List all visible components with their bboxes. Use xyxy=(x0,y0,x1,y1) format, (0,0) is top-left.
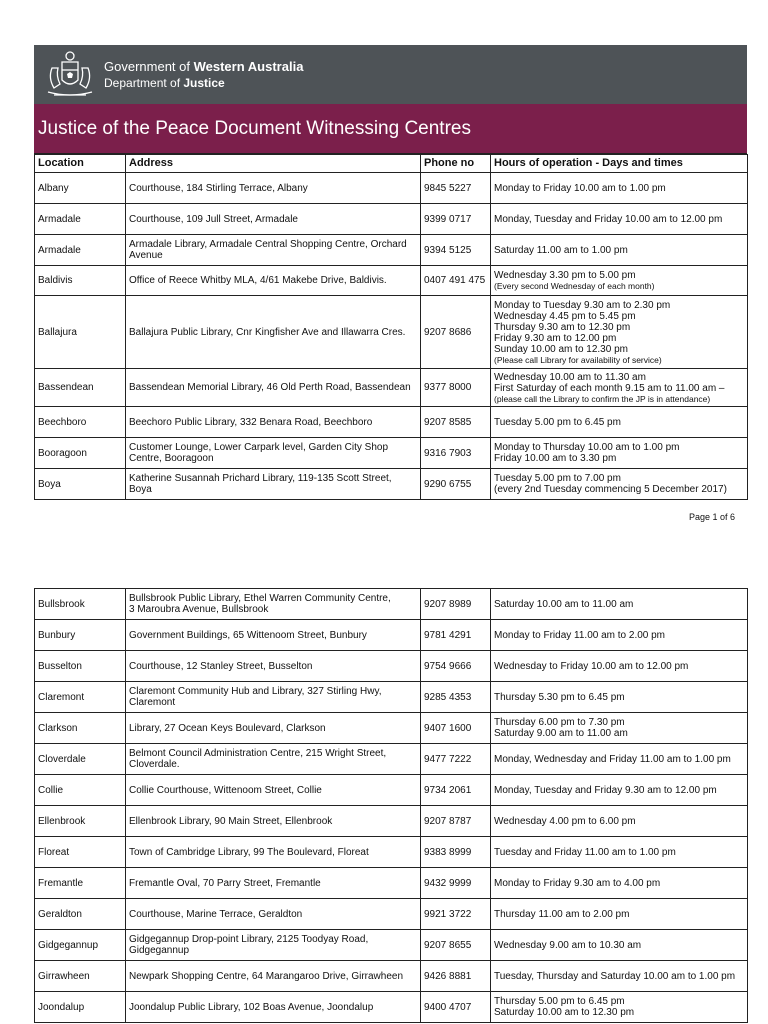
hours-line: Wednesday to Friday 10.00 am to 12.00 pm xyxy=(494,660,689,672)
hours-line: First Saturday of each month 9.15 am to 11.00 am – xyxy=(494,382,725,394)
hours-note: (Every second Wednesday of each month) xyxy=(494,281,655,291)
address-line: Newpark Shopping Centre, 64 Marangaroo Drive, Girrawheen xyxy=(129,970,404,982)
location-cell: Claremont xyxy=(35,682,126,713)
location-cell: Floreat xyxy=(35,837,126,868)
address-line: Joondalup Public Library, 102 Boas Avenue, Joondalup xyxy=(129,1001,374,1013)
location-cell: Geraldton xyxy=(35,899,126,930)
address-cell xyxy=(126,204,421,235)
table-row xyxy=(35,806,748,837)
phone-cell: 9290 6755 xyxy=(421,469,491,500)
phone-cell: 9781 4291 xyxy=(421,620,491,651)
phone-cell: 9285 4353 xyxy=(421,682,491,713)
centres-table-continued xyxy=(34,588,748,1023)
table-row xyxy=(35,992,748,1023)
address-line: Avenue xyxy=(129,250,163,261)
hours-line: Monday, Tuesday and Friday 9.30 am to 12.00 pm xyxy=(494,784,717,796)
hours-cell xyxy=(491,235,748,266)
government-header xyxy=(34,45,747,104)
table-row xyxy=(35,930,748,961)
address-line: 3 Maroubra Avenue, Bullsbrook xyxy=(129,604,269,615)
location-cell: Baldivis xyxy=(35,266,126,296)
hours-cell xyxy=(491,173,748,204)
table-row xyxy=(35,369,748,407)
table-row xyxy=(35,837,748,868)
address-line: Library, 27 Ocean Keys Boulevard, Clarkson xyxy=(129,722,326,734)
address-cell xyxy=(126,744,421,775)
address-line: Collie Courthouse, Wittenoom Street, Collie xyxy=(129,784,322,796)
hours-line: Sunday 10.00 am to 12.30 pm xyxy=(494,343,628,355)
table-body-page-2 xyxy=(35,589,748,1023)
hours-line: Wednesday 3.30 pm to 5.00 pm xyxy=(494,270,636,281)
address-line: Ballajura Public Library, Cnr Kingfisher Ave and Illawarra Cres. xyxy=(129,326,406,338)
page-title: Justice of the Peace Document Witnessing Centres xyxy=(34,104,747,154)
phone-cell: 9400 4707 xyxy=(421,992,491,1023)
hours-line: (every 2nd Tuesday commencing 5 December 2017) xyxy=(494,484,727,495)
address-line: Gidgegannup Drop-point Library, 2125 Toodyay Road, xyxy=(129,934,369,945)
hours-line: Tuesday, Thursday and Saturday 10.00 am to 1.00 pm xyxy=(494,970,736,982)
location-cell: Cloverdale xyxy=(35,744,126,775)
table-row xyxy=(35,296,748,369)
address-line: Customer Lounge, Lower Carpark level, Garden City Shop xyxy=(129,442,389,453)
centres-table xyxy=(34,154,748,500)
table-row xyxy=(35,744,748,775)
hours-cell xyxy=(491,713,748,744)
location-cell: Joondalup xyxy=(35,992,126,1023)
hours-cell xyxy=(491,682,748,713)
table-row xyxy=(35,775,748,806)
table-row xyxy=(35,266,748,296)
hours-cell xyxy=(491,775,748,806)
hours-cell xyxy=(491,438,748,469)
hours-line: Friday 9.30 am to 12.00 pm xyxy=(494,332,617,344)
address-cell xyxy=(126,806,421,837)
address-line: Katherine Susannah Prichard Library, 119-135 Scott Street, xyxy=(129,473,392,484)
location-cell: Armadale xyxy=(35,235,126,266)
location-cell: Busselton xyxy=(35,651,126,682)
table-row xyxy=(35,868,748,899)
phone-cell: 9207 8585 xyxy=(421,407,491,438)
hours-cell xyxy=(491,651,748,682)
hours-cell xyxy=(491,837,748,868)
address-line: Centre, Booragoon xyxy=(129,453,214,464)
table-row xyxy=(35,469,748,500)
address-line: Courthouse, 109 Jull Street, Armadale xyxy=(129,213,298,225)
government-name: Government of Western Australia xyxy=(104,58,304,74)
phone-cell: 9377 8000 xyxy=(421,369,491,407)
hours-note: (please call the Library to confirm the JP is in attendance) xyxy=(494,393,711,404)
phone-cell: 9407 1600 xyxy=(421,713,491,744)
hours-line: Thursday 11.00 am to 2.00 pm xyxy=(494,908,630,920)
hours-note: (Please call Library for availability of service) xyxy=(494,354,662,365)
location-cell: Girrawheen xyxy=(35,961,126,992)
hours-line: Friday 10.00 am to 3.30 pm xyxy=(494,453,617,464)
page-number: Page 1 of 6 xyxy=(688,512,735,522)
table-row xyxy=(35,204,748,235)
hours-line: Monday to Friday 10.00 am to 1.00 pm xyxy=(494,182,666,194)
address-cell xyxy=(126,620,421,651)
phone-cell: 9432 9999 xyxy=(421,868,491,899)
location-cell: Ballajura xyxy=(35,296,126,369)
hours-cell xyxy=(491,961,748,992)
phone-cell: 9845 5227 xyxy=(421,173,491,204)
address-line: Courthouse, 12 Stanley Street, Busselton xyxy=(129,660,313,672)
hours-line: Thursday 9.30 am to 12.30 pm xyxy=(494,321,631,333)
hours-line: Saturday 9.00 am to 11.00 am xyxy=(494,728,628,739)
address-cell xyxy=(126,899,421,930)
hours-cell xyxy=(491,369,748,407)
address-line: Armadale Library, Armadale Central Shopping Centre, Orchard xyxy=(129,239,407,250)
table-row xyxy=(35,961,748,992)
phone-cell: 9316 7903 xyxy=(421,438,491,469)
address-cell xyxy=(126,296,421,369)
address-cell xyxy=(126,589,421,620)
phone-cell: 9207 8787 xyxy=(421,806,491,837)
address-line: Cloverdale. xyxy=(129,759,180,770)
table-row xyxy=(35,899,748,930)
address-line: Fremantle Oval, 70 Parry Street, Fremantle xyxy=(129,877,321,889)
address-cell xyxy=(126,369,421,407)
address-line: Ellenbrook Library, 90 Main Street, Ellenbrook xyxy=(129,815,333,827)
phone-cell: 9399 0717 xyxy=(421,204,491,235)
address-line: Claremont Community Hub and Library, 327 Stirling Hwy, xyxy=(129,686,382,697)
location-cell: Fremantle xyxy=(35,868,126,899)
hours-cell xyxy=(491,204,748,235)
address-line: Office of Reece Whitby MLA, 4/61 Makebe Drive, Baldivis. xyxy=(129,275,387,286)
address-cell xyxy=(126,992,421,1023)
table-row xyxy=(35,682,748,713)
phone-cell: 9207 8686 xyxy=(421,296,491,369)
address-cell xyxy=(126,837,421,868)
hours-cell xyxy=(491,806,748,837)
location-cell: Collie xyxy=(35,775,126,806)
table-row xyxy=(35,620,748,651)
address-cell xyxy=(126,438,421,469)
hours-cell xyxy=(491,899,748,930)
table-row xyxy=(35,235,748,266)
location-cell: Armadale xyxy=(35,204,126,235)
hours-line: Monday, Wednesday and Friday 11.00 am to 1.00 pm xyxy=(494,753,731,765)
column-header-address: Address xyxy=(126,155,421,173)
phone-cell: 9207 8989 xyxy=(421,589,491,620)
hours-line: Saturday 10.00 am to 11.00 am xyxy=(494,598,634,610)
document-page-1 xyxy=(34,45,747,500)
address-cell xyxy=(126,235,421,266)
hours-line: Wednesday 4.00 pm to 6.00 pm xyxy=(494,815,636,827)
hours-line: Wednesday 10.00 am to 11.30 am xyxy=(494,371,646,383)
hours-line: Monday, Tuesday and Friday 10.00 am to 12.00 pm xyxy=(494,213,723,225)
address-cell xyxy=(126,868,421,899)
address-line: Courthouse, Marine Terrace, Geraldton xyxy=(129,908,303,920)
location-cell: Bullsbrook xyxy=(35,589,126,620)
location-cell: Booragoon xyxy=(35,438,126,469)
address-line: Claremont xyxy=(129,697,176,708)
hours-line: Saturday 11.00 am to 1.00 pm xyxy=(494,244,628,256)
location-cell: Ellenbrook xyxy=(35,806,126,837)
address-line: Gidgegannup xyxy=(129,945,190,956)
hours-cell xyxy=(491,589,748,620)
location-cell: Bassendean xyxy=(35,369,126,407)
location-cell: Albany xyxy=(35,173,126,204)
hours-cell xyxy=(491,296,748,369)
location-cell: Beechboro xyxy=(35,407,126,438)
phone-cell: 0407 491 475 xyxy=(421,266,491,296)
hours-line: Tuesday and Friday 11.00 am to 1.00 pm xyxy=(494,846,676,858)
hours-line: Monday to Tuesday 9.30 am to 2.30 pm xyxy=(494,299,671,311)
address-cell xyxy=(126,775,421,806)
phone-cell: 9383 8999 xyxy=(421,837,491,868)
address-line: Bassendean Memorial Library, 46 Old Perth Road, Bassendean xyxy=(129,382,411,393)
address-line: Bullsbrook Public Library, Ethel Warren Community Centre, xyxy=(129,593,391,604)
table-row xyxy=(35,438,748,469)
hours-cell xyxy=(491,744,748,775)
hours-line: Tuesday 5.00 pm to 6.45 pm xyxy=(494,416,621,428)
table-row xyxy=(35,173,748,204)
column-header-phone: Phone no xyxy=(421,155,491,173)
table-body-page-1 xyxy=(35,173,748,500)
address-line: Government Buildings, 65 Wittenoom Street, Bunbury xyxy=(129,629,367,641)
location-cell: Boya xyxy=(35,469,126,500)
hours-line: Monday to Thursday 10.00 am to 1.00 pm xyxy=(494,442,680,453)
address-cell xyxy=(126,682,421,713)
address-line: Boya xyxy=(129,484,152,495)
hours-line: Thursday 6.00 pm to 7.30 pm xyxy=(494,717,625,728)
address-cell xyxy=(126,713,421,744)
coat-of-arms-icon xyxy=(40,48,100,102)
document-page-2 xyxy=(34,588,747,1023)
address-line: Courthouse, 184 Stirling Terrace, Albany xyxy=(129,182,308,194)
table-row xyxy=(35,407,748,438)
hours-cell xyxy=(491,992,748,1023)
hours-line: Thursday 5.00 pm to 6.45 pm xyxy=(494,996,625,1007)
address-cell xyxy=(126,407,421,438)
phone-cell: 9207 8655 xyxy=(421,930,491,961)
phone-cell: 9921 3722 xyxy=(421,899,491,930)
hours-line: Saturday 10.00 am to 12.30 pm xyxy=(494,1007,635,1018)
phone-cell: 9426 8881 xyxy=(421,961,491,992)
address-cell xyxy=(126,469,421,500)
location-cell: Gidgegannup xyxy=(35,930,126,961)
hours-line: Wednesday 9.00 am to 10.30 am xyxy=(494,939,642,951)
address-cell xyxy=(126,651,421,682)
hours-line: Monday to Friday 9.30 am to 4.00 pm xyxy=(494,877,661,889)
hours-cell xyxy=(491,868,748,899)
hours-cell xyxy=(491,266,748,296)
hours-cell xyxy=(491,407,748,438)
column-header-location: Location xyxy=(35,155,126,173)
table-row xyxy=(35,713,748,744)
hours-line: Thursday 5.30 pm to 6.45 pm xyxy=(494,691,625,703)
column-header-hours: Hours of operation - Days and times xyxy=(491,155,748,173)
table-header-row xyxy=(35,155,748,173)
table-row xyxy=(35,651,748,682)
phone-cell: 9734 2061 xyxy=(421,775,491,806)
hours-cell xyxy=(491,620,748,651)
address-cell xyxy=(126,173,421,204)
hours-line: Tuesday 5.00 pm to 7.00 pm xyxy=(494,473,621,484)
address-cell xyxy=(126,930,421,961)
phone-cell: 9477 7222 xyxy=(421,744,491,775)
phone-cell: 9754 9666 xyxy=(421,651,491,682)
table-row xyxy=(35,589,748,620)
hours-line: Wednesday 4.45 pm to 5.45 pm xyxy=(494,310,636,322)
hours-cell xyxy=(491,469,748,500)
address-line: Beechoro Public Library, 332 Benara Road, Beechboro xyxy=(129,416,373,428)
phone-cell: 9394 5125 xyxy=(421,235,491,266)
address-cell xyxy=(126,961,421,992)
address-line: Belmont Council Administration Centre, 215 Wright Street, xyxy=(129,748,387,759)
hours-cell xyxy=(491,930,748,961)
address-cell xyxy=(126,266,421,296)
department-name: Department of Justice xyxy=(104,75,225,90)
location-cell: Bunbury xyxy=(35,620,126,651)
hours-line: Monday to Friday 11.00 am to 2.00 pm xyxy=(494,629,666,641)
address-line: Town of Cambridge Library, 99 The Boulevard, Floreat xyxy=(129,846,369,858)
location-cell: Clarkson xyxy=(35,713,126,744)
